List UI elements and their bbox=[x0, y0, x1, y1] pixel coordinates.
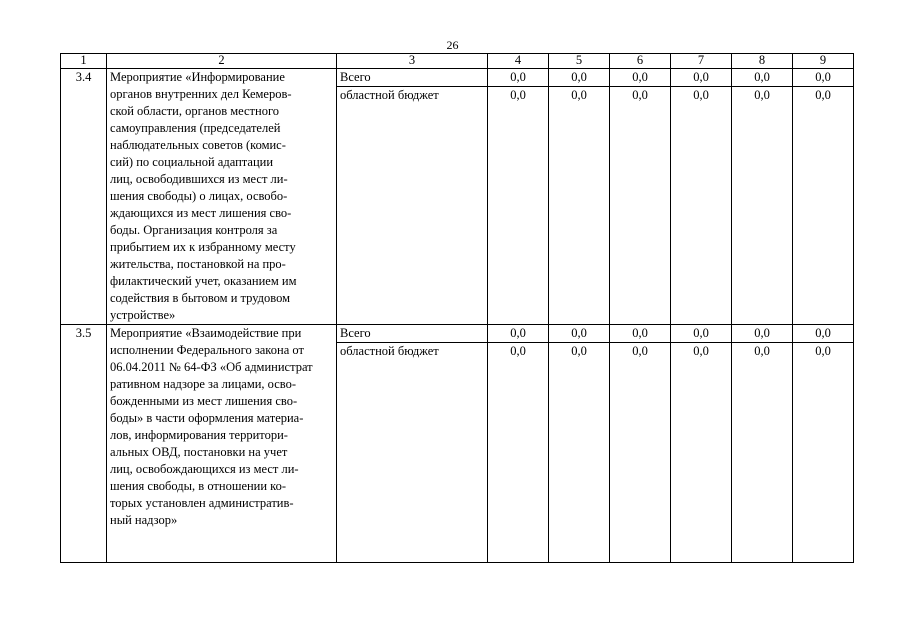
value-cell: 0,0 bbox=[488, 343, 549, 563]
description-line: устройстве» bbox=[110, 308, 176, 322]
value-cell: 0,0 bbox=[488, 69, 549, 87]
column-header: 9 bbox=[793, 54, 854, 69]
value-cell: 0,0 bbox=[793, 325, 854, 343]
column-header: 8 bbox=[732, 54, 793, 69]
value-cell: 0,0 bbox=[732, 69, 793, 87]
description-line: шения свободы) о лицах, освобо- bbox=[110, 189, 288, 203]
value-cell: 0,0 bbox=[549, 325, 610, 343]
description-line: органов внутренних дел Кемеров- bbox=[110, 87, 292, 101]
column-header: 4 bbox=[488, 54, 549, 69]
description-line: филактический учет, оказанием им bbox=[110, 274, 297, 288]
description-line: Мероприятие «Взаимодействие при bbox=[110, 326, 302, 340]
description-line: божденными из мест лишения сво- bbox=[110, 394, 298, 408]
value-cell: 0,0 bbox=[549, 87, 610, 325]
value-cell: 0,0 bbox=[610, 69, 671, 87]
column-header: 6 bbox=[610, 54, 671, 69]
column-header: 2 bbox=[107, 54, 337, 69]
value-cell: 0,0 bbox=[610, 325, 671, 343]
funding-source-total: Всего bbox=[337, 69, 488, 87]
value-cell: 0,0 bbox=[793, 343, 854, 563]
description-line: ской области, органов местного bbox=[110, 104, 280, 118]
description-line: 06.04.2011 № 64-ФЗ «Об администрат bbox=[110, 360, 313, 374]
value-cell: 0,0 bbox=[488, 87, 549, 325]
row-number: 3.4 bbox=[61, 69, 107, 325]
budget-table bbox=[60, 53, 854, 563]
description-line: ный надзор» bbox=[110, 513, 178, 527]
description-line: сий) по социальной адаптации bbox=[110, 155, 274, 169]
funding-source-total: Всего bbox=[337, 325, 488, 343]
value-cell: 0,0 bbox=[549, 69, 610, 87]
value-cell: 0,0 bbox=[671, 69, 732, 87]
description-line: ждающихся из мест лишения сво- bbox=[110, 206, 292, 220]
table-row bbox=[61, 69, 854, 87]
description-line: прибытием их к избранному месту bbox=[110, 240, 296, 254]
description-line: боды» в части оформления материа- bbox=[110, 411, 304, 425]
description-line: исполнении Федерального закона от bbox=[110, 343, 304, 357]
value-cell: 0,0 bbox=[671, 343, 732, 563]
description-line: шения свободы, в отношении ко- bbox=[110, 479, 287, 493]
column-header: 5 bbox=[549, 54, 610, 69]
value-cell: 0,0 bbox=[732, 87, 793, 325]
value-cell: 0,0 bbox=[732, 325, 793, 343]
value-cell: 0,0 bbox=[671, 325, 732, 343]
value-cell: 0,0 bbox=[610, 87, 671, 325]
column-header: 3 bbox=[337, 54, 488, 69]
table-row bbox=[61, 325, 854, 343]
description-line: торых установлен административ- bbox=[110, 496, 294, 510]
value-cell: 0,0 bbox=[732, 343, 793, 563]
description-line: содействия в бытовом и трудовом bbox=[110, 291, 291, 305]
column-header: 7 bbox=[671, 54, 732, 69]
funding-source-regional: областной бюджет bbox=[337, 343, 488, 563]
description-line: лиц, освобождающихся из мест ли- bbox=[110, 462, 299, 476]
description-line: Мероприятие «Информирование bbox=[110, 70, 285, 84]
description-line: ративном надзоре за лицами, осво- bbox=[110, 377, 297, 391]
column-number-row bbox=[61, 54, 854, 69]
description-line: жительства, постановкой на про- bbox=[110, 257, 286, 271]
description-line: альных ОВД, постановки на учет bbox=[110, 445, 288, 459]
activity-description bbox=[107, 69, 337, 325]
page-number: 26 bbox=[446, 38, 459, 52]
value-cell: 0,0 bbox=[793, 69, 854, 87]
activity-description bbox=[107, 325, 337, 563]
value-cell: 0,0 bbox=[610, 343, 671, 563]
description-line: самоуправления (председателей bbox=[110, 121, 281, 135]
description-line: лиц, освободившихся из мест ли- bbox=[110, 172, 288, 186]
value-cell: 0,0 bbox=[671, 87, 732, 325]
funding-source-regional: областной бюджет bbox=[337, 87, 488, 325]
description-line: наблюдательных советов (комис- bbox=[110, 138, 286, 152]
column-header: 1 bbox=[61, 54, 107, 69]
value-cell: 0,0 bbox=[488, 325, 549, 343]
description-line: лов, информирования территори- bbox=[110, 428, 288, 442]
row-number: 3.5 bbox=[61, 325, 107, 563]
value-cell: 0,0 bbox=[549, 343, 610, 563]
value-cell: 0,0 bbox=[793, 87, 854, 325]
description-line: боды. Организация контроля за bbox=[110, 223, 278, 237]
